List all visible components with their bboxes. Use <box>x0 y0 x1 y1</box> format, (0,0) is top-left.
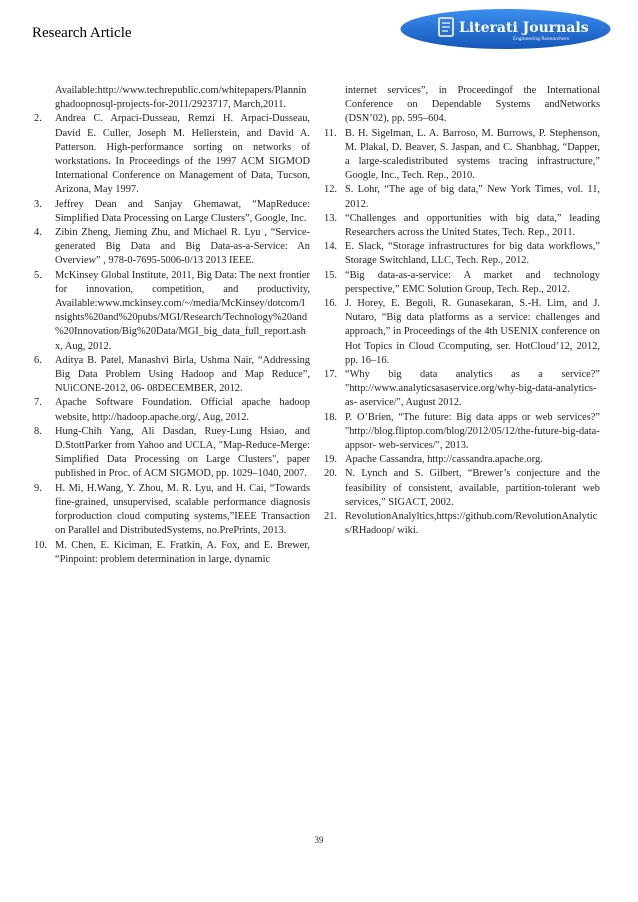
reference-text: McKinsey Global Institute, 2011, Big Data: The next frontier for innovation, competition, and productivity, Available:www.mckinsey.com/~/media/McKinsey/dotcom/Insights%20and%20pubs/MGI/Research/Technology%20and%20Innovation/Big%20Data/MGI_big_data_full_report.ashx, Aug, 2012. <box>55 269 310 352</box>
reference-text: Zibin Zheng, Jieming Zhu, and Michael R. Lyu , “Service-generated Big Data and Big Data-as-a-Service: An Overview” , 978-0-7695-5006-0/13 2013 IEEE. <box>55 227 310 267</box>
left-reference-column <box>34 84 310 567</box>
reference-number: 21. <box>324 511 337 523</box>
reference-number: 19. <box>324 454 337 466</box>
reference-text: Apache Cassandra, http://cassandra.apache.org. <box>345 454 543 466</box>
reference-number: 18. <box>324 411 337 423</box>
reference-item <box>34 269 310 354</box>
reference-text: M. Chen, E. Kiciman, E. Fratkin, A. Fox, and E. Brewer, “Pinpoint: problem determination in large, dynamic <box>55 539 310 565</box>
reference-text: P. O’Brien, “The future: Big data apps or web services?” "http://blog.fliptop.com/blog/2012/05/12/the-future-big-data-appsor- web-services/", 2013. <box>345 411 600 452</box>
reference-number: 2. <box>34 113 42 125</box>
reference-number: 3. <box>34 198 42 210</box>
reference-number: 11. <box>324 127 337 139</box>
page-number: 39 <box>314 835 324 845</box>
reference-item <box>34 539 310 567</box>
reference-text: RevolutionAnalyltics,https://github.com/RevolutionAnalytics/RHadoop/ wiki. <box>345 511 598 537</box>
reference-continuation: internet services”, in Proceedingof the International Conference on Dependable Systems andNetworks (DSN’02), pp. 595–604. <box>345 85 600 125</box>
reference-item <box>324 297 600 368</box>
reference-number: 6. <box>34 354 42 366</box>
reference-number: 17. <box>324 369 337 381</box>
reference-item <box>324 240 600 268</box>
logo-name: Literati Journals <box>459 20 589 36</box>
reference-text: J. Horey, E. Begoli, R. Gunasekaran, S.-H. Lim, and J. Nutaro, “Big data platforms as a service: challenges and approach,” in Proceedings of the 4th USENIX conference on Hot Topics in Cloud Ccomputing, ser. HotCloud’12, 2012, pp. 16–16. <box>345 298 600 366</box>
reference-text: Aditya B. Patel, Manashvi Birla, Ushma Nair, “Addressing Big Data Problem Using Hadoop and Map Reduce”, NUiCONE-2012, 06- 08DECEMBER, 2012. <box>55 354 310 395</box>
reference-item <box>34 112 310 197</box>
reference-item <box>324 411 600 454</box>
reference-number: 8. <box>34 425 42 437</box>
reference-item <box>34 226 310 269</box>
reference-number: 14. <box>324 241 337 253</box>
reference-number: 16. <box>324 298 337 310</box>
reference-item <box>324 183 600 211</box>
reference-item <box>324 269 600 297</box>
reference-text: H. Mi, H.Wang, Y. Zhou, M. R. Lyu, and H. Cai, “Towards fine-grained, unsupervised, scalable performance diagnosis forproduction cloud computing systems,”IEEE Transaction on Parallel and DistributedSystems, no.PrePrints, 2013. <box>55 482 310 537</box>
reference-item <box>34 396 310 424</box>
reference-text: Hung-Chih Yang, Ali Dasdan, Ruey-Lung Hsiao, and D.StottParker from Yahoo and UCLA, "Map-Reduce-Merge: Simplified Data Processing on Large Clusters", paper published in Proc. of ACM SIGMOD, pp. 1029–1040, 2007. <box>55 425 310 480</box>
reference-item <box>34 354 310 397</box>
reference-continuation: Available:http://www.techrepublic.com/whitepapers/Planninghadoopnosql-projects-for-2011/2923717, March,2011. <box>55 85 307 111</box>
reference-number: 10. <box>34 539 47 551</box>
reference-item <box>34 425 310 482</box>
reference-number: 20. <box>324 468 337 480</box>
reference-number: 4. <box>34 227 42 239</box>
reference-item <box>34 482 310 539</box>
reference-number: 15. <box>324 269 337 281</box>
reference-item <box>34 198 310 226</box>
reference-text: “Challenges and opportunities with big data,” leading Researchers across the United States, Tech. Rep., 2011. <box>345 212 600 239</box>
reference-text: B. H. Sigelman, L. A. Barroso, M. Burrows, P. Stephenson, M. Plakal, D. Beaver, S. Jaspan, and C. Shanbhag, “Dapper, a large-scaledistributed systems tracing infrastructure,” Google, Inc., Tech. Rep., 2010. <box>345 127 600 182</box>
reference-item <box>324 453 600 467</box>
reference-text: E. Slack, “Storage infrastructures for big data workflows,” Storage Switchland, LLC, Tech. Rep., 2012. <box>345 241 600 267</box>
reference-number: 9. <box>34 482 42 494</box>
reference-number: 5. <box>34 269 42 281</box>
reference-number: 12. <box>324 184 337 196</box>
right-reference-column <box>324 84 600 539</box>
reference-item <box>324 510 600 538</box>
reference-number: 13. <box>324 212 337 224</box>
reference-text: Andrea C. Arpaci-Dusseau, Remzi H. Arpaci-Dusseau, David E. Culler, Joseph M. Hellerstein, and David A. Patterson. High-performance sorting on networks of workstations. In Proceedings of the 1997 ACM SIGMOD International Conference on Management of Data, Tucson, Arizona, May 1997. <box>55 113 310 196</box>
reference-text: Jeffrey Dean and Sanjay Ghemawat, “MapReduce: Simplified Data Processing on Large Clusters”, Google, Inc. <box>55 198 310 224</box>
reference-text: N. Lynch and S. Gilbert, “Brewer’s conjecture and the feasibility of consistent, available, partition-tolerant web services,” SIGACT, 2002. <box>345 468 600 508</box>
journal-logo[interactable] <box>399 8 612 50</box>
reference-text: “Why big data analytics as a service?” "http://www.analyticsasaservice.org/why-big-data-analytics-as- aservice/", August 2012. <box>345 369 600 409</box>
reference-text: “Big data-as-a-service: A market and technology perspective,” EMC Solution Group, Tech. Rep., 2012. <box>345 269 600 295</box>
reference-item <box>324 467 600 510</box>
reference-item <box>324 127 600 184</box>
reference-text: S. Lohr, “The age of big data,” New York Times, vol. 11, 2012. <box>345 184 600 210</box>
reference-item <box>324 212 600 240</box>
logo-tagline: Engineering Researchers <box>513 37 570 42</box>
reference-text: Apache Software Foundation. Official apache hadoop website, http://hadoop.apache.org/, Aug, 2012. <box>55 397 310 423</box>
reference-number: 7. <box>34 397 42 409</box>
reference-item <box>324 368 600 411</box>
section-label: Research Article <box>32 25 132 41</box>
